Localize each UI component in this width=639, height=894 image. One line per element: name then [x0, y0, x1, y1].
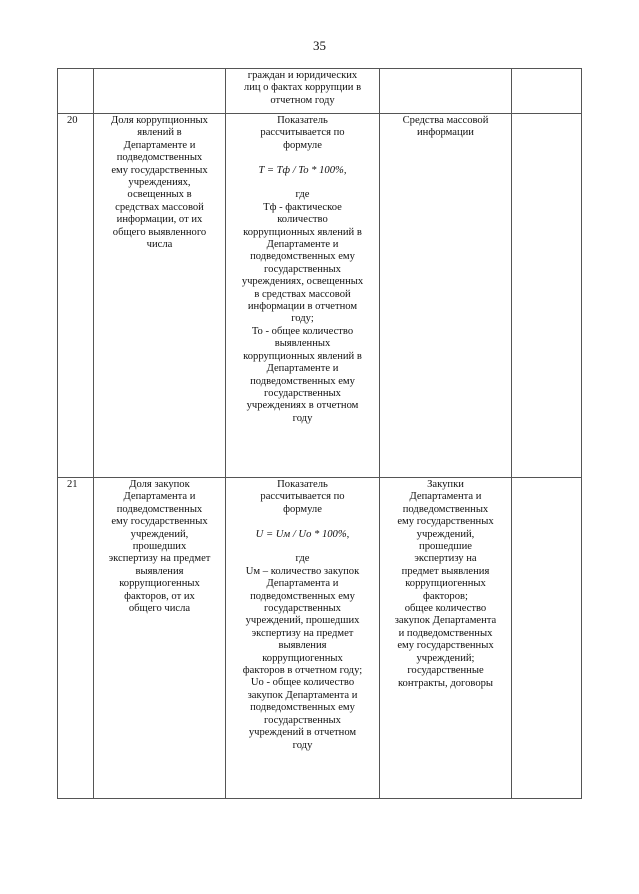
calculation-method-cell: Показатель рассчитывается по формуле U = Uм / Uo * 100%, где Uм – количество закупок Департамента и подведомственных ему государственных учреждений, прошедших экспертизу на предмет выявления коррупциогенных факторов в отчетном году; Uo - общее количество закупок Департамента и подведомственных ему государственных учреждений в отчетном году	[226, 478, 380, 799]
empty-cell	[512, 69, 582, 114]
empty-cell	[512, 478, 582, 799]
indicator-name-cell: Доля закупок Департамента и подведомственных ему государственных учреждений, прошедших экспертизу на предмет выявления коррупциогенных факторов, от их общего числа	[94, 478, 226, 799]
page-number: 35	[313, 38, 326, 53]
formula: T = Tф / To * 100%,	[258, 164, 347, 176]
row-number-cell: 20	[58, 114, 94, 478]
table-row	[58, 69, 582, 114]
data-source-cell: Средства массовой информации	[380, 114, 512, 478]
indicators-table	[57, 68, 582, 799]
formula: U = Uм / Uo * 100%,	[255, 528, 350, 540]
row-number-cell: 21	[58, 478, 94, 799]
calculation-method-cell: Показатель рассчитывается по формуле T = Tф / To * 100%, где Tф - фактическое количество коррупционных явлений в Департаменте и подведомственных ему государственных учреждениях, освещенных в средствах массовой информации в отчетном году; To - общее количество выявленных коррупционных явлений в Департаменте и подведомственных ему государственных учреждениях в отчетном году	[226, 114, 380, 478]
row-number-cell	[58, 69, 94, 114]
data-source-cell: Закупки Департамента и подведомственных ему государственных учреждений, прошедшие экспертизу на предмет выявления коррупциогенных факторов; общее количество закупок Департамента и подведомственных ему государственных учреждений; государственные контракты, договоры	[380, 478, 512, 799]
calculation-method-cell: граждан и юридических лиц о фактах коррупции в отчетном году	[226, 69, 380, 114]
indicator-name-cell: Доля коррупционных явлений в Департаменте и подведомственных ему государственных учреждениях, освещенных в средствах массовой информации, от их общего выявленного числа	[94, 114, 226, 478]
table-row	[58, 478, 582, 799]
empty-cell	[512, 114, 582, 478]
data-source-cell	[380, 69, 512, 114]
table-row	[58, 114, 582, 478]
indicator-name-cell	[94, 69, 226, 114]
